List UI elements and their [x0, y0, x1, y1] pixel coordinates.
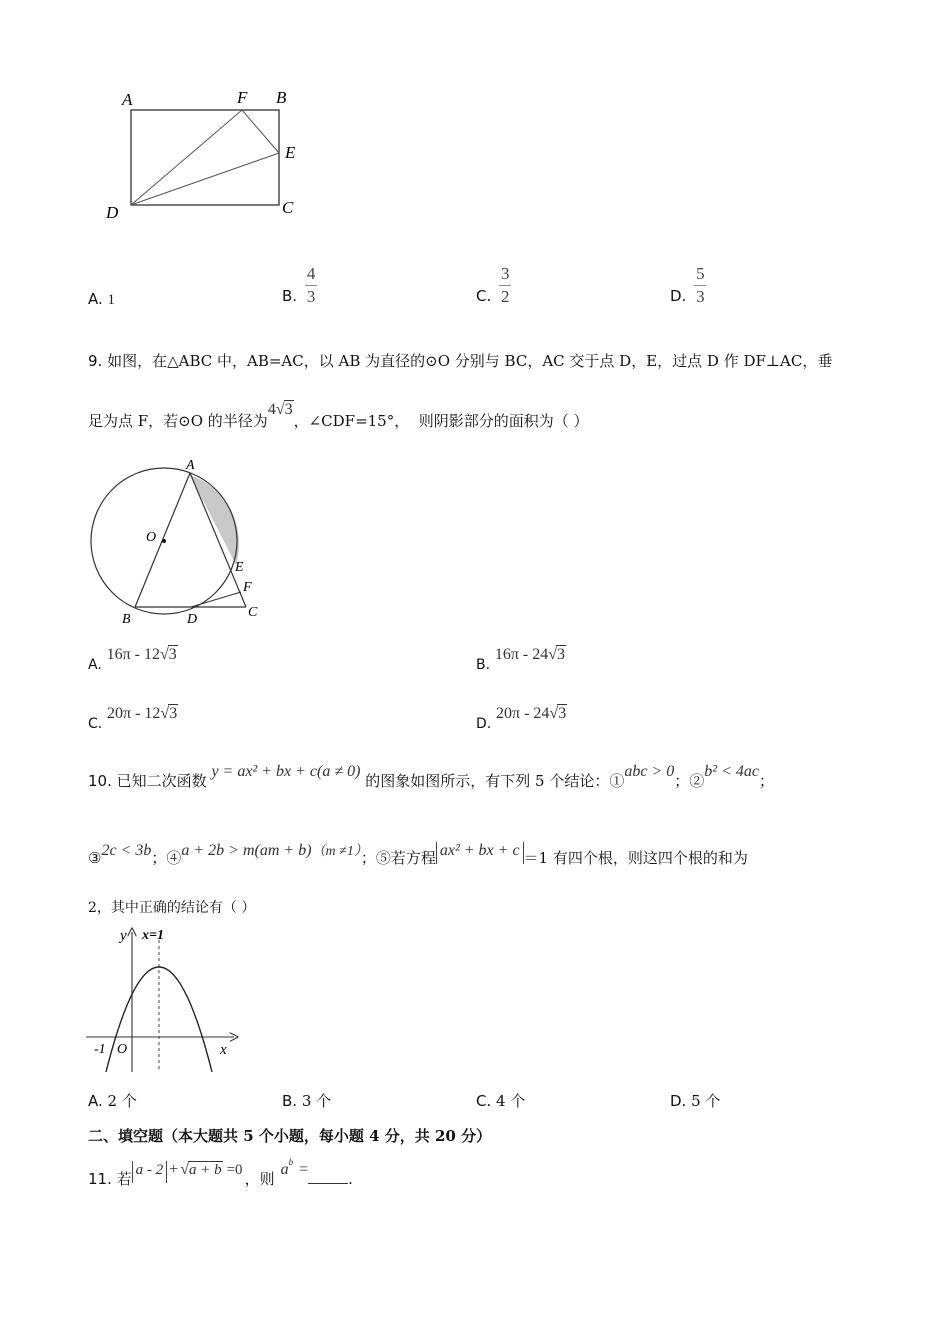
equals-zero: =0 [226, 1162, 243, 1178]
label-f: F [237, 88, 248, 107]
question-number: 11. [88, 1170, 112, 1188]
y-label: y [120, 928, 127, 944]
option-fraction: $\frac{4}{3}$ [306, 264, 316, 306]
q10-line2 [88, 840, 748, 868]
label-c: C [248, 605, 258, 620]
option-label: B. [476, 657, 491, 673]
circle-number-3: ③ [88, 849, 102, 867]
question-text: ，则 [244, 1170, 275, 1188]
label-b: B [122, 612, 131, 627]
rectangle-abcd [131, 110, 279, 205]
option-label: C. [88, 716, 103, 732]
answer-blank[interactable] [308, 1169, 348, 1184]
function-expression: y = ax² + bx + c(a ≠ 0) [211, 763, 361, 780]
power-base: a [280, 1161, 289, 1178]
option-expression: 16π - 12√3 [106, 646, 177, 663]
label-c: C [282, 198, 294, 217]
label-a: A [186, 458, 195, 473]
q9-option-c[interactable] [88, 704, 178, 732]
question-prompt: 2，其中正确的结论有（ ） [88, 900, 256, 916]
conclusion-1: abc > 0 [624, 763, 675, 780]
q10-option-c[interactable] [476, 1090, 525, 1111]
q9-line2 [88, 400, 589, 431]
symmetry-label: x=1 [142, 928, 164, 943]
plus-sign: + [169, 1161, 179, 1178]
label-d: D [187, 612, 198, 627]
conclusion-4: a + 2b > m(am + b) [181, 842, 312, 859]
option-label: D. [476, 716, 492, 732]
q9-line1 [88, 350, 878, 371]
q9-option-d[interactable] [476, 704, 567, 732]
segment-df [191, 592, 241, 607]
center-dot [162, 539, 166, 543]
circle-figure [86, 455, 276, 630]
q11-line [88, 1157, 353, 1189]
question-text: 的图象如图所示，有下列 5 个结论：① [365, 772, 625, 790]
option-expression: 20π - 12√3 [107, 705, 178, 722]
q8-option-d[interactable] [670, 265, 706, 306]
q9-option-b[interactable] [476, 645, 566, 673]
question-number: 10. [88, 772, 112, 790]
option-text: 3 个 [301, 1092, 332, 1110]
label-f: F [243, 580, 252, 595]
equals-sign: = [299, 1161, 309, 1178]
power-exponent: b [288, 1157, 294, 1167]
question-text: 足为点 F，若⊙O 的半径为 [88, 412, 268, 430]
label-b: B [276, 88, 287, 107]
option-label: C. [476, 287, 492, 306]
option-label: A. [88, 1092, 103, 1110]
minus-one-label: -1 [94, 1042, 106, 1057]
angle-condition: ，∠CDF=15°， [293, 412, 410, 430]
option-label: D. [670, 287, 687, 306]
option-fraction: $\frac{3}{2}$ [501, 264, 510, 306]
option-value: 1 [107, 292, 116, 308]
parabola-graph [84, 922, 244, 1077]
q8-option-c[interactable] [476, 265, 511, 306]
option-text: 2 个 [107, 1092, 137, 1110]
q9-option-a[interactable] [88, 645, 178, 673]
question-prompt: 则阴影部分的面积为（ ） [418, 412, 589, 430]
q8-option-b[interactable] [282, 265, 317, 306]
q10-line3 [88, 897, 255, 917]
option-label: B. [282, 1092, 298, 1110]
sqrt-expression: √a + b [180, 1161, 222, 1178]
question-text: 若 [116, 1170, 132, 1188]
radius-value: 4√3 [267, 401, 293, 418]
option-label: C. [476, 1092, 492, 1110]
option-expression: 16π - 24√3 [494, 646, 566, 663]
option-text: 4 个 [496, 1092, 526, 1110]
label-d: D [106, 203, 119, 222]
q8-option-a[interactable] [88, 290, 115, 309]
option-label: B. [282, 287, 298, 306]
option-label: D. [670, 1092, 687, 1110]
option-label: A. [88, 657, 102, 673]
origin-label: O [117, 1042, 128, 1057]
question-text: 如图，在△ABC 中，AB=AC，以 AB 为直径的⊙O 分别与 BC，AC 交于点 D，E，过点 D 作 DF⊥AC，垂 [107, 352, 833, 370]
section-title: 二、填空题（本大题共 5 个小题，每小题 4 分，共 20 分） [88, 1127, 492, 1145]
rectangle-figure [100, 85, 320, 225]
label-a: A [122, 90, 133, 109]
label-e: E [235, 560, 244, 575]
option-text: 5 个 [691, 1092, 721, 1110]
option-expression: 20π - 24√3 [496, 705, 567, 722]
question-text: 已知二次函数 [116, 772, 207, 790]
segment-de [131, 153, 279, 205]
section-heading [88, 1125, 491, 1146]
segment-df [131, 110, 242, 205]
separator: ；④ [151, 849, 182, 867]
absolute-expression: a - 2 [132, 1161, 168, 1183]
q10-option-b[interactable] [282, 1090, 331, 1111]
label-o: O [146, 530, 157, 545]
period: . [348, 1170, 353, 1188]
q10-option-a[interactable] [88, 1090, 137, 1111]
conclusion-4-condition: （m ≠1） [311, 844, 361, 859]
question-number: 9. [88, 352, 103, 370]
conclusion-2: b² < 4ac [704, 763, 759, 780]
conclusion-5-text: ＝1 有四个根，则这四个根的和为 [523, 849, 748, 867]
separator: ；⑤若方程 [360, 849, 436, 867]
q10-line1 [88, 762, 774, 791]
separator: ；② [674, 772, 705, 790]
conclusion-3: 2c < 3b [101, 842, 152, 859]
label-e: E [285, 143, 296, 162]
conclusion-5-expression: ax² + bx + c [436, 842, 524, 864]
x-label: x [220, 1042, 227, 1058]
segment-fe [242, 110, 279, 153]
option-label: A. [88, 290, 103, 308]
option-fraction: $\frac{5}{3}$ [696, 264, 705, 306]
q10-option-d[interactable] [670, 1090, 720, 1111]
separator: ； [758, 772, 774, 790]
